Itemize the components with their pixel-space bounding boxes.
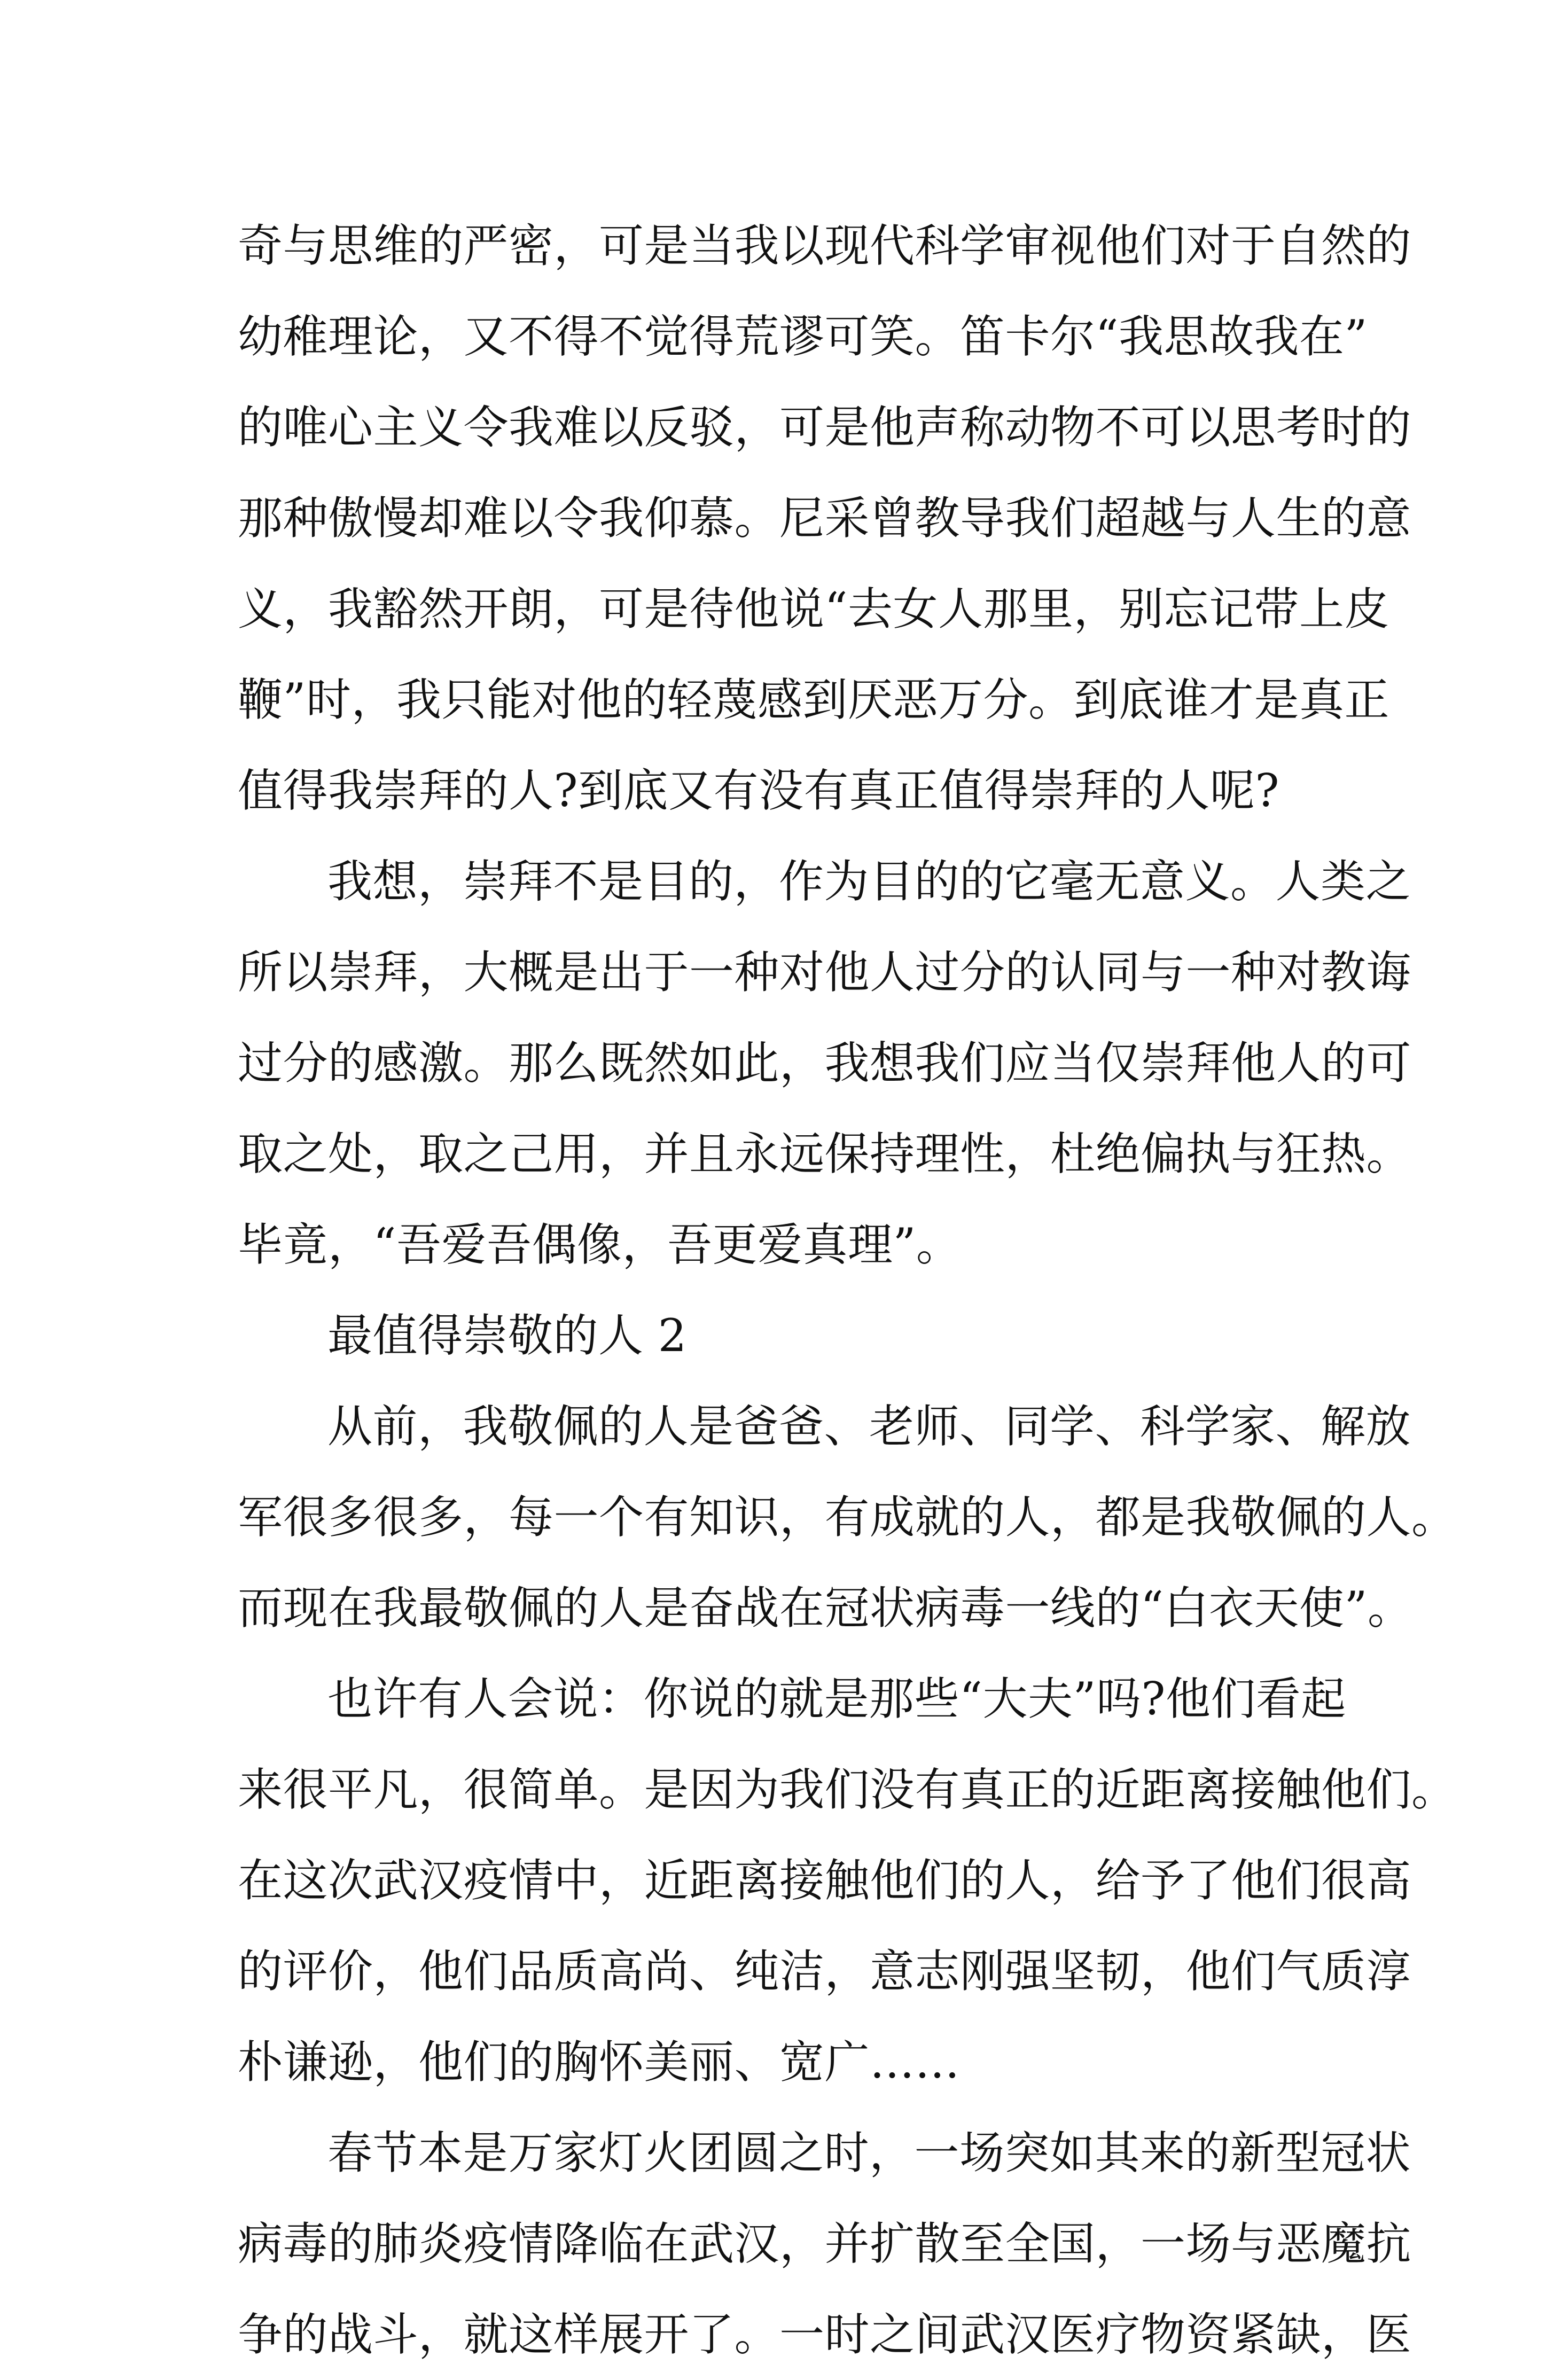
text-line: 所以崇拜，大概是出于一种对他人过分的认同与一种对教诲	[238, 946, 1412, 998]
text-line: 奇与思维的严密，可是当我以现代科学审视他们对于自然的	[238, 220, 1412, 272]
text-line: 来很平凡，很简单。是因为我们没有真正的近距离接触他们。	[238, 1763, 1457, 1816]
text-line: 取之处，取之己用，并且永远保持理性，杜绝偏执与狂热。	[238, 1128, 1412, 1180]
paragraph-first-line: 春节本是万家灯火团圆之时，一场突如其来的新型冠状	[327, 2127, 1411, 2179]
text-line: 过分的感激。那么既然如此，我想我们应当仅崇拜他人的可	[238, 1037, 1412, 1089]
text-line: 义，我豁然开朗，可是待他说“去女人那里，别忘记带上皮	[238, 583, 1389, 635]
paragraph-first-line: 我想，崇拜不是目的，作为目的的它毫无意义。人类之	[327, 855, 1411, 908]
text-line: 值得我崇拜的人?到底又有没有真正值得崇拜的人呢?	[238, 764, 1280, 817]
text-line: 病毒的肺炎疫情降临在武汉，并扩散至全国，一场与恶魔抗	[238, 2218, 1412, 2270]
text-line: 幼稚理论，又不得不觉得荒谬可笑。笛卡尔“我思故我在”	[238, 310, 1368, 363]
paragraph-first-line: 从前，我敬佩的人是爸爸、老师、同学、科学家、解放	[327, 1400, 1411, 1453]
text-line: 朴谦逊，他们的胸怀美丽、宽广……	[238, 2036, 961, 2088]
text-line: 毕竟，“吾爱吾偶像，吾更爱真理”。	[238, 1219, 962, 1271]
text-line: 军很多很多，每一个有知识，有成就的人，都是我敬佩的人。	[238, 1491, 1457, 1543]
text-line: 的唯心主义令我难以反驳，可是他声称动物不可以思考时的	[238, 401, 1412, 454]
text-line: 而现在我最敬佩的人是奋战在冠状病毒一线的“白衣天使”。	[238, 1582, 1413, 1634]
paragraph-first-line: 也许有人会说：你说的就是那些“大夫”吗?他们看起	[327, 1673, 1346, 1725]
text-line: 鞭”时，我只能对他的轻蔑感到厌恶万分。到底谁才是真正	[238, 674, 1389, 726]
text-line: 争的战斗，就这样展开了。一时之间武汉医疗物资紧缺，医	[238, 2308, 1412, 2361]
section-heading: 最值得崇敬的人 2	[327, 1309, 687, 1362]
text-line: 那种傲慢却难以令我仰慕。尼采曾教导我们超越与人生的意	[238, 492, 1412, 544]
document-page	[238, 200, 1457, 2380]
text-line: 的评价，他们品质高尚、纯洁，意志刚强坚韧，他们气质淳	[238, 1945, 1412, 1997]
text-line: 在这次武汉疫情中，近距离接触他们的人，给予了他们很高	[238, 1854, 1412, 1907]
